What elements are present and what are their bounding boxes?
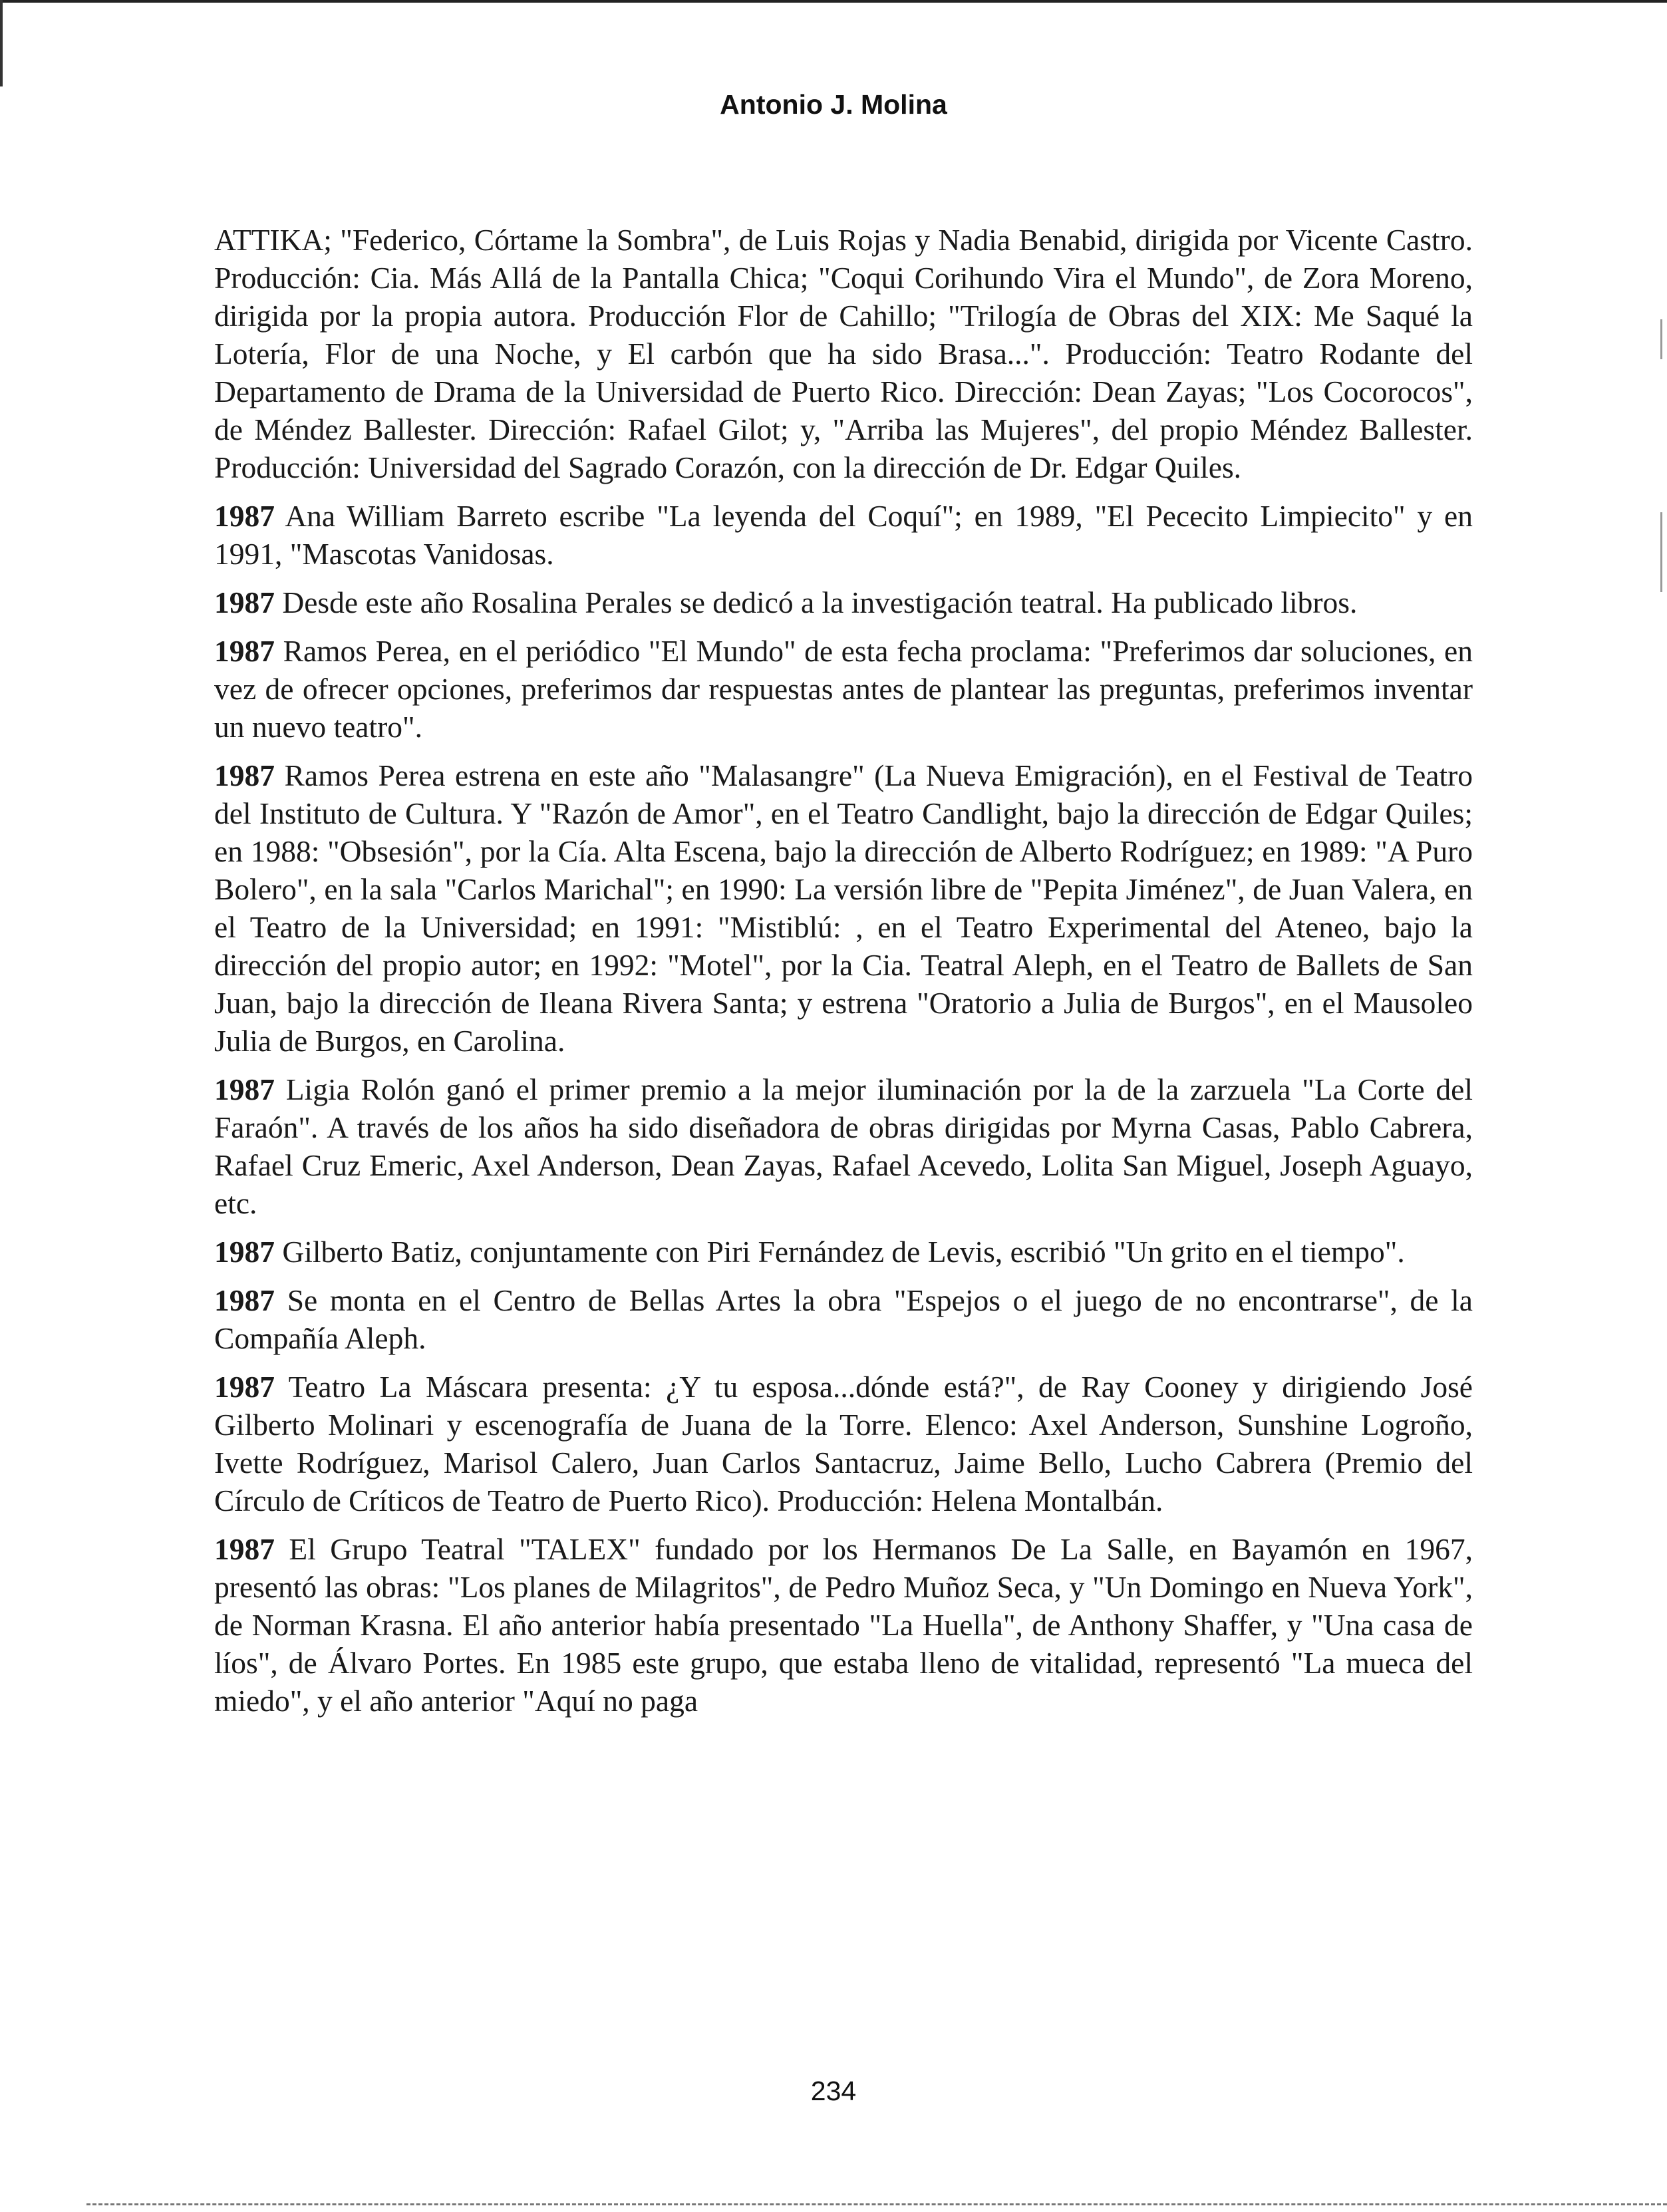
paragraph-text: Ramos Perea, en el periódico "El Mundo" de esta fecha proclama: "Preferimos dar soluciones, en vez de ofrecer opciones, preferimos dar respuestas antes de plantear las preguntas, preferimos inventar un nuevo teatro". — [214, 634, 1473, 744]
document-body — [214, 221, 1473, 1730]
paragraph-year: 1987 — [214, 1235, 275, 1269]
paragraph — [214, 221, 1473, 486]
scan-right-edge-mark — [1660, 512, 1662, 592]
paragraph-text: ATTIKA; "Federico, Córtame la Sombra", de Luis Rojas y Nadia Benabid, dirigida por Vicente Castro. Producción: Cia. Más Allá de la Pantalla Chica; "Coqui Corihundo Vira el Mundo", de Zora Moreno, dirigida por la propia autora. Producción Flor de Cahillo; "Trilogía de Obras del XIX: Me Saqué la Lotería, Flor de una Noche, y El carbón que ha sido Brasa...". Producción: Teatro Rodante del Departamento de Drama de la Universidad de Puerto Rico. Dirección: Dean Zayas; "Los Cocorocos", de Méndez Ballester. Dirección: Rafael Gilot; y, "Arriba las Mujeres", del propio Méndez Ballester. Producción: Universidad del Sagrado Corazón, con la dirección de Dr. Edgar Quiles. — [214, 223, 1473, 484]
paragraph — [214, 1368, 1473, 1519]
paragraph-text: Desde este año Rosalina Perales se dedicó a la investigación teatral. Ha publicado libros. — [282, 585, 1358, 619]
paragraph-text: Ana William Barreto escribe "La leyenda del Coquí"; en 1989, "El Pececito Limpiecito" y en 1991, "Mascotas Vanidosas. — [214, 499, 1473, 571]
paragraph — [214, 497, 1473, 573]
paragraph-text: Ligia Rolón ganó el primer premio a la mejor iluminación por la de la zarzuela "La Corte del Faraón". A través de los años ha sido diseñadora de obras dirigidas por Myrna Casas, Pablo Cabrera, Rafael Cruz Emeric, Axel Anderson, Dean Zayas, Rafael Acevedo, Lolita San Miguel, Joseph Aguayo, etc. — [214, 1072, 1473, 1220]
paragraph-year: 1987 — [214, 585, 275, 619]
paragraph — [214, 1233, 1473, 1271]
paragraph — [214, 1281, 1473, 1357]
paragraph — [214, 632, 1473, 746]
scan-top-border — [0, 0, 1667, 3]
paragraph-year: 1987 — [214, 634, 275, 668]
paragraph-year: 1987 — [214, 1370, 275, 1404]
paragraph — [214, 756, 1473, 1060]
paragraph-year: 1987 — [214, 499, 275, 533]
paragraph-text: Ramos Perea estrena en este año "Malasangre" (La Nueva Emigración), en el Festival de Teatro del Instituto de Cultura. Y "Razón de Amor", en el Teatro Candlight, bajo la dirección de Edgar Quiles; en 1988: "Obsesión", por la Cía. Alta Escena, bajo la dirección de Alberto Rodríguez; en 1989: "A Puro Bolero", en la sala "Carlos Marichal"; en 1990: La versión libre de "Pepita Jiménez", de Juan Valera, en el Teatro de la Universidad; en 1991: "Mistiblú: , en el Teatro Experimental del Ateneo, bajo la dirección del propio autor; en 1992: "Motel", por la Cia. Teatral Aleph, en el Teatro de Ballets de San Juan, bajo la dirección de Ileana Rivera Santa; y estrena "Oratorio a Julia de Burgos", en el Mausoleo Julia de Burgos, en Carolina. — [214, 758, 1473, 1058]
paragraph-year: 1987 — [214, 758, 275, 792]
scan-left-edge-mark — [0, 0, 3, 86]
running-header-author: Antonio J. Molina — [720, 89, 947, 120]
paragraph-text: Teatro La Máscara presenta: ¿Y tu esposa...dónde está?", de Ray Cooney y dirigiendo José Gilberto Molinari y escenografía de Juana de la Torre. Elenco: Axel Anderson, Sunshine Logroño, Ivette Rodríguez, Marisol Calero, Juan Carlos Santacruz, Jaime Bello, Lucho Cabrera (Premio del Círculo de Críticos de Teatro de Puerto Rico). Producción: Helena Montalbán. — [214, 1370, 1473, 1517]
paragraph-year: 1987 — [214, 1283, 275, 1317]
paragraph — [214, 1530, 1473, 1720]
paragraph-text: Se monta en el Centro de Bellas Artes la obra "Espejos o el juego de no encontrarse", de la Compañía Aleph. — [214, 1283, 1473, 1355]
page-number: 234 — [810, 2076, 857, 2106]
paragraph-year: 1987 — [214, 1072, 275, 1106]
paragraph-text: Gilberto Batiz, conjuntamente con Piri Fernández de Levis, escribió "Un grito en el tiempo". — [282, 1235, 1405, 1269]
paragraph — [214, 583, 1473, 621]
scan-right-edge-mark — [1660, 319, 1662, 359]
paragraph-year: 1987 — [214, 1532, 275, 1566]
scan-bottom-border — [86, 2203, 1667, 2205]
paragraph — [214, 1070, 1473, 1222]
paragraph-text: El Grupo Teatral "TALEX" fundado por los Hermanos De La Salle, en Bayamón en 1967, presentó las obras: "Los planes de Milagritos", de Pedro Muñoz Seca, y "Un Domingo en Nueva York", de Norman Krasna. El año anterior había presentado "La Huella", de Anthony Shaffer, y "Una casa de líos", de Álvaro Portes. En 1985 este grupo, que estaba lleno de vitalidad, representó "La mueca del miedo", y el año anterior "Aquí no paga — [214, 1532, 1473, 1718]
